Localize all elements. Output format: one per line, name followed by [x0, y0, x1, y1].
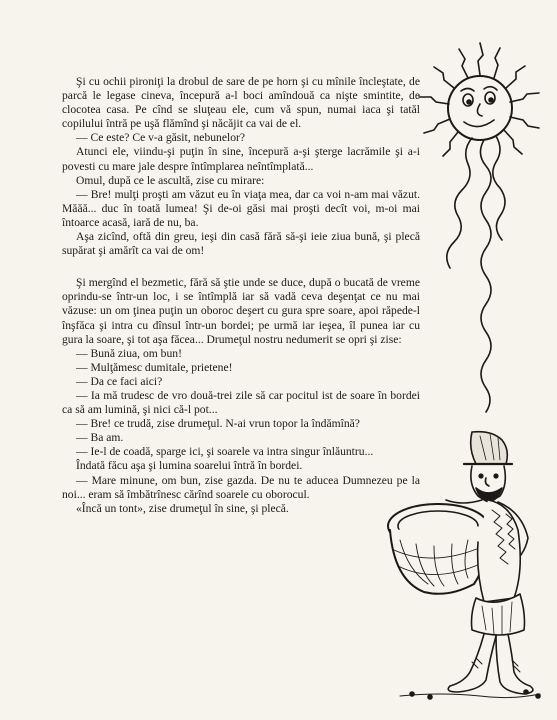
- paragraph: — Ce este? Ce v-a găsit, nebunelor?: [76, 131, 246, 145]
- man-with-basket-illustration: [380, 430, 550, 705]
- paragraph: Omul, după ce le ascultă, zise cu mirare:: [76, 173, 265, 187]
- paragraph: — Bre! mulţi proşti am văzut eu în viaţa mea, dar ca voi n-am mai văzut. Măăă... duc în toată lumea! Şi de-oi găsi mai proşti decît voi, m-oi mai întoarce acasă, iară de nu, ba.: [62, 187, 420, 229]
- paragraph: — Bună ziua, om bun!: [76, 346, 182, 360]
- sun-illustration: [398, 20, 553, 460]
- story-text: [62, 75, 420, 516]
- paragraph: Atunci ele, viindu-şi puţin în sine, începură a-şi şterge lacrămile şi a-i povesti cu mare jale despre întîmplarea neîntîmplată...: [62, 145, 420, 173]
- paragraph: — Da ce faci aici?: [76, 374, 163, 388]
- paragraph: Şi mergînd el bezmetic, fără să ştie unde se duce, după o bucată de vreme oprindu-se într-un loc, i se întîmplă iar să vadă ceva deşenţat ce nu mai văzuse: un om ţinea puţin un oboroc deşert cu gura spre soare, apoi răpede-l înşfăca şi intra cu dînsul într-un bordei; pe urmă iar ieşea, îl punea iar cu gura la soare, şi tot aşa făcea... Drumeţul nostru nedumerit se opri şi zise:: [62, 276, 420, 346]
- paragraph: — Ie-l de coadă, sparge ici, şi soarele va intra singur înlăuntru...: [76, 445, 374, 459]
- section-gap: [62, 258, 420, 276]
- paragraph: — Ia mă trudesc de vro două-trei zile să car pocitul ist de soare în bordei ca să am lumină, şi nici că-l pot...: [62, 388, 420, 417]
- paragraph: Şi cu ochii pironiţi la drobul de sare de pe horn şi cu mînile încleştate, de parcă le legase cineva, începură a-l boci amîndouă ca nişte smintite, de clocotea casa. Pe cînd se sluţeau ele, cum vă spun, numai iaca şi tatăl copilului întră pe uşă flămînd şi năcăjit ca vai de el.: [62, 75, 420, 131]
- paragraph: Îndată făcu aşa şi lumina soarelui întră în bordei.: [76, 459, 303, 473]
- paragraph: — Ba am.: [76, 431, 124, 445]
- paragraph: — Mare minune, om bun, zise gazda. De nu te aducea Dumnezeu pe la noi... eram să îmbătrînesc cărînd soarele cu oborocul.: [62, 473, 420, 501]
- paragraph: Aşa zicînd, oftă din greu, ieşi din casă fără să-şi ieie ziua bună, şi plecă supărat şi amărît ca vai de om!: [62, 230, 420, 258]
- paragraph: — Mulţămesc dumitale, prietene!: [76, 360, 233, 374]
- paragraph: — Bre! ce trudă, zise drumeţul. N-ai vrun topor la îndămînă?: [76, 417, 360, 431]
- paragraph: «Încă un tont», zise drumeţul în sine, şi plecă.: [76, 501, 289, 515]
